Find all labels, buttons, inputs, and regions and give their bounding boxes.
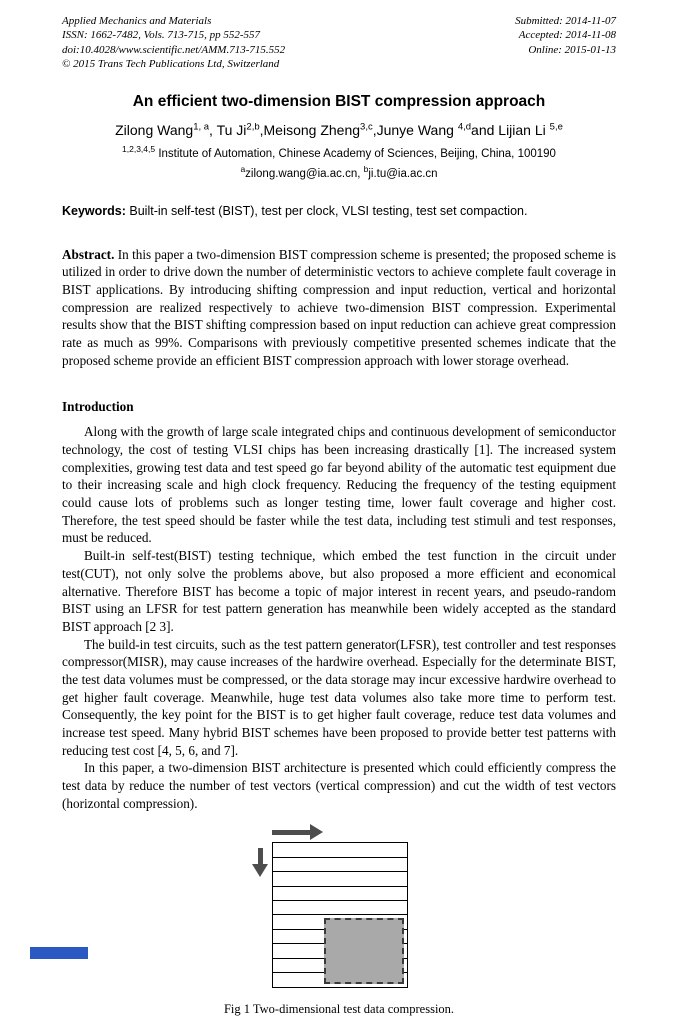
- author-affiliation-sup: 1, a: [193, 121, 210, 133]
- intro-paragraph: Built-in self-test(BIST) testing technique, which embed the test function in the circuit under test(CUT), not only solve the problems above, but also proposed a more efficient and economical alternative. Therefore BIST has become a topic of major interest in recent years, and pseudo-random BIST using an LFSR for test pattern generation has meanwhile been widely accepted as the standard BIST approach [2 3].: [62, 548, 616, 634]
- affiliation-text: Institute of Automation, Chinese Academy of Sciences, Beijing, China, 100190: [155, 147, 556, 160]
- horizontal-compression-arrow-icon: [272, 824, 323, 840]
- submitted-date: Submitted: 2014-11-07: [515, 15, 616, 27]
- journal-name: Applied Mechanics and Materials: [62, 15, 212, 27]
- keywords-label: Keywords:: [62, 203, 126, 218]
- email-sup: a: [240, 163, 246, 174]
- abstract: [62, 246, 616, 370]
- keywords-text: Built-in self-test (BIST), test per clock, VLSI testing, test set compaction.: [125, 203, 528, 218]
- section-heading-introduction: Introduction: [62, 399, 134, 415]
- journal-issn: ISSN: 1662-7482, Vols. 713-715, pp 552-557: [62, 29, 260, 42]
- compressed-region: [324, 918, 404, 985]
- author-affiliation-sup: 4,d: [457, 121, 472, 133]
- author: Lijian Li $^{5,e}$: [498, 121, 563, 138]
- author-line: [62, 121, 616, 138]
- page-header: [62, 14, 616, 71]
- arrow-shaft: [272, 830, 310, 835]
- arrow-shaft: [258, 848, 263, 864]
- figure-caption: Fig 1 Two-dimensional test data compression.: [223, 1002, 455, 1017]
- vertical-compression-arrow-icon: [252, 848, 268, 877]
- email-address: ji.tu@ia.ac.cn: [368, 167, 438, 180]
- abstract-text: In this paper a two-dimension BIST compression scheme is presented; the proposed scheme is utilized in order to drive down the number of deterministic vectors to achieve complete fault coverage in BIST applications. By introducing shifting compression and input reduction, vertical and horizontal compression are realized respectively to achieve two-dimension BIST compression. Experimental results show that the BIST shifting compression based on input reduction can achieve great compression rate as much as 99%. Comparisons with previously competitive presented schemes indicate that the proposed scheme provide an efficient BIST compression approach with lower storage overhead.: [62, 246, 616, 368]
- journal-info: [62, 14, 285, 71]
- intro-paragraph: In this paper, a two-dimension BIST architecture is presented which could efficiently compress the test data by reduce the number of test vectors (vertical compression) and cut the width of test vectors (horizontal compression).: [62, 760, 616, 811]
- author: Meisong Zheng$^{3,c}$,: [263, 121, 377, 138]
- matrix-row: [273, 858, 407, 872]
- footer-banner: [30, 947, 88, 959]
- email-sup: b: [363, 163, 369, 174]
- email-address: zilong.wang@ia.ac.cn,: [245, 167, 364, 180]
- author-affiliation-sup: 2,b: [246, 121, 260, 133]
- intro-paragraph: The build-in test circuits, such as the test pattern generator(LFSR), test controller and test responses compressor(MISR), may cause increases of the hardwire overhead. Especially for the determinate BIST, the test data volumes must be compressed, or the data storage may incur excessive hardwire overhead to get higher fault coverage. Meanwhile, huge test data volumes also take more time to perform test. Consequently, the key point for the BIST is to get higher fault coverage, reduce test data volumes and increase test speed. Many hybrid BIST schemes have been proposed to provide better test patterns with reducing test cost [4, 5, 6, and 7].: [62, 636, 616, 758]
- author-affiliation-sup: 3,c: [360, 121, 373, 133]
- intro-paragraph: Along with the growth of large scale integrated chips and continuous development of semiconductor technology, the cost of testing VLSI chips has been increasing drastically [1]. The increased system complexities, growing test data and test speed go far beyond ability of the automatic test equipment due to their increasing scale and high clock frequency. Reducing the frequency of the testing equipment could cause lots of problems such as longer testing time, lower fault coverage and higher cost. Therefore, the test speed should be faster while the test data, including test stimuli and test responses, must be reduced.: [62, 424, 616, 546]
- arrow-head: [252, 864, 268, 877]
- online-date: Online: 2015-01-13: [528, 43, 616, 56]
- matrix-row: [273, 901, 407, 915]
- matrix-row: [273, 843, 407, 857]
- keywords-line: [62, 204, 616, 218]
- author-emails: [62, 164, 616, 180]
- affiliation-sup: 1,2,3,4,5: [122, 143, 156, 154]
- matrix-row: [273, 887, 407, 901]
- affiliation: [62, 144, 616, 160]
- submission-dates: [515, 14, 616, 71]
- matrix-row: [273, 872, 407, 886]
- paper-title: An efficient two-dimension BIST compression approach: [132, 93, 546, 111]
- journal-copyright: © 2015 Trans Tech Publications Ltd, Switzerland: [62, 57, 280, 70]
- abstract-label: Abstract.: [62, 246, 115, 262]
- accepted-date: Accepted: 2014-11-08: [518, 29, 616, 42]
- author: Zilong Wang$^{1, a}$,: [115, 121, 217, 138]
- author-affiliation-sup: 5,e: [549, 121, 563, 133]
- author: Tu Ji$^{2,b}$,: [216, 121, 264, 138]
- author: Junye Wang $^{4,d}$and: [376, 121, 499, 138]
- figure-matrix: [272, 842, 408, 988]
- arrow-head: [310, 824, 323, 840]
- figure-1: [246, 822, 432, 994]
- journal-doi: doi:10.4028/www.scientific.net/AMM.713-715.552: [62, 43, 286, 56]
